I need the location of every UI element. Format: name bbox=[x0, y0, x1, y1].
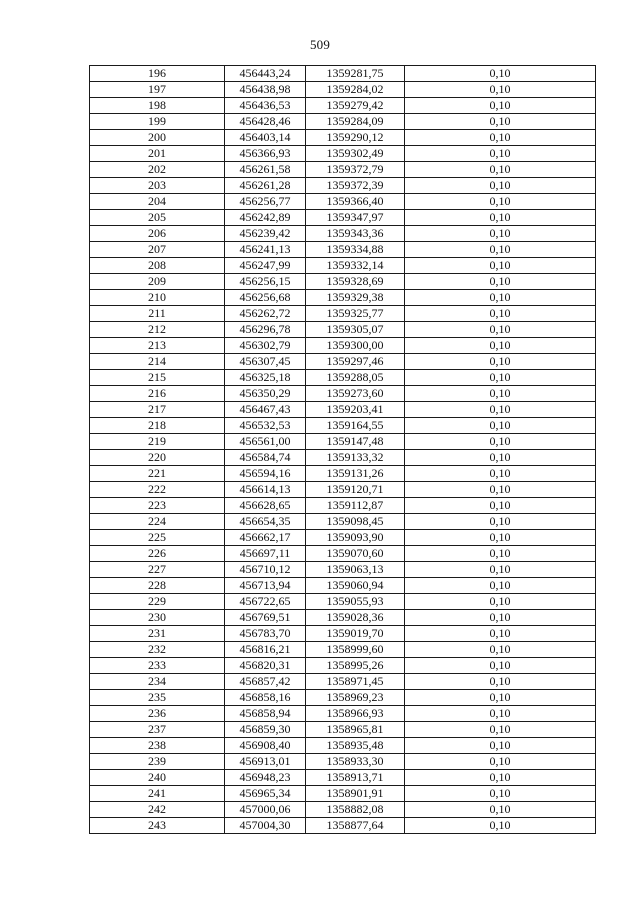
table-row bbox=[90, 466, 596, 482]
y-coordinate-cell: 1359372,79 bbox=[306, 162, 405, 178]
y-coordinate-cell: 1359343,36 bbox=[306, 226, 405, 242]
y-coordinate-cell: 1359372,39 bbox=[306, 178, 405, 194]
x-coordinate-cell: 456722,65 bbox=[225, 594, 306, 610]
table-row bbox=[90, 546, 596, 562]
table-row bbox=[90, 386, 596, 402]
x-coordinate-cell: 456262,72 bbox=[225, 306, 306, 322]
y-coordinate-cell: 1359028,36 bbox=[306, 610, 405, 626]
y-coordinate-cell: 1359297,46 bbox=[306, 354, 405, 370]
y-coordinate-cell: 1358999,60 bbox=[306, 642, 405, 658]
table-row bbox=[90, 146, 596, 162]
y-coordinate-cell: 1359366,40 bbox=[306, 194, 405, 210]
value-cell: 0,10 bbox=[405, 642, 596, 658]
point-number-cell: 215 bbox=[90, 370, 225, 386]
point-number-cell: 229 bbox=[90, 594, 225, 610]
x-coordinate-cell: 456438,98 bbox=[225, 82, 306, 98]
x-coordinate-cell: 456816,21 bbox=[225, 642, 306, 658]
point-number-cell: 242 bbox=[90, 802, 225, 818]
value-cell: 0,10 bbox=[405, 338, 596, 354]
y-coordinate-cell: 1358971,45 bbox=[306, 674, 405, 690]
y-coordinate-cell: 1359302,49 bbox=[306, 146, 405, 162]
y-coordinate-cell: 1358969,23 bbox=[306, 690, 405, 706]
y-coordinate-cell: 1359203,41 bbox=[306, 402, 405, 418]
table-row bbox=[90, 786, 596, 802]
value-cell: 0,10 bbox=[405, 434, 596, 450]
y-coordinate-cell: 1359133,32 bbox=[306, 450, 405, 466]
point-number-cell: 208 bbox=[90, 258, 225, 274]
table-row bbox=[90, 194, 596, 210]
table-row bbox=[90, 130, 596, 146]
point-number-cell: 223 bbox=[90, 498, 225, 514]
value-cell: 0,10 bbox=[405, 530, 596, 546]
point-number-cell: 236 bbox=[90, 706, 225, 722]
y-coordinate-cell: 1359305,07 bbox=[306, 322, 405, 338]
value-cell: 0,10 bbox=[405, 370, 596, 386]
y-coordinate-cell: 1359290,12 bbox=[306, 130, 405, 146]
x-coordinate-cell: 456858,94 bbox=[225, 706, 306, 722]
value-cell: 0,10 bbox=[405, 690, 596, 706]
x-coordinate-cell: 456697,11 bbox=[225, 546, 306, 562]
point-number-cell: 218 bbox=[90, 418, 225, 434]
value-cell: 0,10 bbox=[405, 210, 596, 226]
table-row bbox=[90, 210, 596, 226]
x-coordinate-cell: 456713,94 bbox=[225, 578, 306, 594]
x-coordinate-cell: 456614,13 bbox=[225, 482, 306, 498]
value-cell: 0,10 bbox=[405, 514, 596, 530]
point-number-cell: 243 bbox=[90, 818, 225, 834]
value-cell: 0,10 bbox=[405, 402, 596, 418]
x-coordinate-cell: 456820,31 bbox=[225, 658, 306, 674]
point-number-cell: 233 bbox=[90, 658, 225, 674]
y-coordinate-cell: 1359329,38 bbox=[306, 290, 405, 306]
y-coordinate-cell: 1359164,55 bbox=[306, 418, 405, 434]
x-coordinate-cell: 456436,53 bbox=[225, 98, 306, 114]
point-number-cell: 196 bbox=[90, 66, 225, 82]
point-number-cell: 201 bbox=[90, 146, 225, 162]
value-cell: 0,10 bbox=[405, 290, 596, 306]
point-number-cell: 219 bbox=[90, 434, 225, 450]
y-coordinate-cell: 1358965,81 bbox=[306, 722, 405, 738]
y-coordinate-cell: 1359273,60 bbox=[306, 386, 405, 402]
table-row bbox=[90, 338, 596, 354]
x-coordinate-cell: 456325,18 bbox=[225, 370, 306, 386]
y-coordinate-cell: 1359112,87 bbox=[306, 498, 405, 514]
table-row bbox=[90, 370, 596, 386]
table-row bbox=[90, 754, 596, 770]
y-coordinate-cell: 1358913,71 bbox=[306, 770, 405, 786]
y-coordinate-cell: 1358901,91 bbox=[306, 786, 405, 802]
x-coordinate-cell: 456256,77 bbox=[225, 194, 306, 210]
value-cell: 0,10 bbox=[405, 274, 596, 290]
table-row bbox=[90, 226, 596, 242]
point-number-cell: 211 bbox=[90, 306, 225, 322]
table-row bbox=[90, 514, 596, 530]
value-cell: 0,10 bbox=[405, 178, 596, 194]
y-coordinate-cell: 1358882,08 bbox=[306, 802, 405, 818]
x-coordinate-cell: 456584,74 bbox=[225, 450, 306, 466]
y-coordinate-cell: 1359063,13 bbox=[306, 562, 405, 578]
value-cell: 0,10 bbox=[405, 626, 596, 642]
x-coordinate-cell: 456654,35 bbox=[225, 514, 306, 530]
point-number-cell: 232 bbox=[90, 642, 225, 658]
table-row bbox=[90, 562, 596, 578]
y-coordinate-cell: 1359347,97 bbox=[306, 210, 405, 226]
table-row bbox=[90, 82, 596, 98]
y-coordinate-cell: 1359332,14 bbox=[306, 258, 405, 274]
point-number-cell: 237 bbox=[90, 722, 225, 738]
x-coordinate-cell: 456366,93 bbox=[225, 146, 306, 162]
table-row bbox=[90, 818, 596, 834]
value-cell: 0,10 bbox=[405, 754, 596, 770]
table-row bbox=[90, 690, 596, 706]
point-number-cell: 228 bbox=[90, 578, 225, 594]
x-coordinate-cell: 456858,16 bbox=[225, 690, 306, 706]
x-coordinate-cell: 456908,40 bbox=[225, 738, 306, 754]
point-number-cell: 213 bbox=[90, 338, 225, 354]
point-number-cell: 239 bbox=[90, 754, 225, 770]
y-coordinate-cell: 1359279,42 bbox=[306, 98, 405, 114]
value-cell: 0,10 bbox=[405, 322, 596, 338]
point-number-cell: 224 bbox=[90, 514, 225, 530]
x-coordinate-cell: 456296,78 bbox=[225, 322, 306, 338]
point-number-cell: 197 bbox=[90, 82, 225, 98]
table-row bbox=[90, 98, 596, 114]
x-coordinate-cell: 456242,89 bbox=[225, 210, 306, 226]
value-cell: 0,10 bbox=[405, 162, 596, 178]
x-coordinate-cell: 456256,15 bbox=[225, 274, 306, 290]
value-cell: 0,10 bbox=[405, 354, 596, 370]
table-row bbox=[90, 242, 596, 258]
value-cell: 0,10 bbox=[405, 594, 596, 610]
point-number-cell: 231 bbox=[90, 626, 225, 642]
x-coordinate-cell: 456256,68 bbox=[225, 290, 306, 306]
x-coordinate-cell: 456769,51 bbox=[225, 610, 306, 626]
y-coordinate-cell: 1359093,90 bbox=[306, 530, 405, 546]
coordinates-table bbox=[89, 65, 596, 834]
y-coordinate-cell: 1359281,75 bbox=[306, 66, 405, 82]
point-number-cell: 203 bbox=[90, 178, 225, 194]
x-coordinate-cell: 456302,79 bbox=[225, 338, 306, 354]
table-row bbox=[90, 322, 596, 338]
x-coordinate-cell: 456261,58 bbox=[225, 162, 306, 178]
point-number-cell: 198 bbox=[90, 98, 225, 114]
value-cell: 0,10 bbox=[405, 770, 596, 786]
value-cell: 0,10 bbox=[405, 386, 596, 402]
x-coordinate-cell: 456561,00 bbox=[225, 434, 306, 450]
point-number-cell: 225 bbox=[90, 530, 225, 546]
y-coordinate-cell: 1359120,71 bbox=[306, 482, 405, 498]
table-row bbox=[90, 482, 596, 498]
x-coordinate-cell: 456307,45 bbox=[225, 354, 306, 370]
value-cell: 0,10 bbox=[405, 418, 596, 434]
x-coordinate-cell: 456467,43 bbox=[225, 402, 306, 418]
table-row bbox=[90, 354, 596, 370]
point-number-cell: 204 bbox=[90, 194, 225, 210]
point-number-cell: 214 bbox=[90, 354, 225, 370]
table-row bbox=[90, 626, 596, 642]
x-coordinate-cell: 456247,99 bbox=[225, 258, 306, 274]
table-row bbox=[90, 66, 596, 82]
value-cell: 0,10 bbox=[405, 66, 596, 82]
point-number-cell: 222 bbox=[90, 482, 225, 498]
x-coordinate-cell: 456857,42 bbox=[225, 674, 306, 690]
table-row bbox=[90, 658, 596, 674]
y-coordinate-cell: 1358933,30 bbox=[306, 754, 405, 770]
table-row bbox=[90, 770, 596, 786]
table-row bbox=[90, 722, 596, 738]
table-row bbox=[90, 610, 596, 626]
table-row bbox=[90, 674, 596, 690]
value-cell: 0,10 bbox=[405, 706, 596, 722]
value-cell: 0,10 bbox=[405, 802, 596, 818]
value-cell: 0,10 bbox=[405, 82, 596, 98]
value-cell: 0,10 bbox=[405, 818, 596, 834]
y-coordinate-cell: 1358877,64 bbox=[306, 818, 405, 834]
point-number-cell: 240 bbox=[90, 770, 225, 786]
value-cell: 0,10 bbox=[405, 722, 596, 738]
table-row bbox=[90, 434, 596, 450]
value-cell: 0,10 bbox=[405, 258, 596, 274]
value-cell: 0,10 bbox=[405, 226, 596, 242]
point-number-cell: 227 bbox=[90, 562, 225, 578]
x-coordinate-cell: 456913,01 bbox=[225, 754, 306, 770]
table-row bbox=[90, 498, 596, 514]
value-cell: 0,10 bbox=[405, 306, 596, 322]
value-cell: 0,10 bbox=[405, 450, 596, 466]
value-cell: 0,10 bbox=[405, 546, 596, 562]
page-number: 509 bbox=[309, 37, 331, 52]
x-coordinate-cell: 456948,23 bbox=[225, 770, 306, 786]
x-coordinate-cell: 456532,53 bbox=[225, 418, 306, 434]
y-coordinate-cell: 1359019,70 bbox=[306, 626, 405, 642]
table-row bbox=[90, 594, 596, 610]
value-cell: 0,10 bbox=[405, 658, 596, 674]
x-coordinate-cell: 456965,34 bbox=[225, 786, 306, 802]
x-coordinate-cell: 457004,30 bbox=[225, 818, 306, 834]
point-number-cell: 210 bbox=[90, 290, 225, 306]
point-number-cell: 209 bbox=[90, 274, 225, 290]
table-row bbox=[90, 642, 596, 658]
y-coordinate-cell: 1359288,05 bbox=[306, 370, 405, 386]
value-cell: 0,10 bbox=[405, 466, 596, 482]
table-row bbox=[90, 178, 596, 194]
y-coordinate-cell: 1358995,26 bbox=[306, 658, 405, 674]
value-cell: 0,10 bbox=[405, 146, 596, 162]
x-coordinate-cell: 456350,29 bbox=[225, 386, 306, 402]
y-coordinate-cell: 1359328,69 bbox=[306, 274, 405, 290]
y-coordinate-cell: 1359131,26 bbox=[306, 466, 405, 482]
x-coordinate-cell: 456783,70 bbox=[225, 626, 306, 642]
y-coordinate-cell: 1359325,77 bbox=[306, 306, 405, 322]
point-number-cell: 230 bbox=[90, 610, 225, 626]
point-number-cell: 221 bbox=[90, 466, 225, 482]
point-number-cell: 212 bbox=[90, 322, 225, 338]
value-cell: 0,10 bbox=[405, 194, 596, 210]
table-row bbox=[90, 162, 596, 178]
value-cell: 0,10 bbox=[405, 498, 596, 514]
point-number-cell: 200 bbox=[90, 130, 225, 146]
y-coordinate-cell: 1359334,88 bbox=[306, 242, 405, 258]
value-cell: 0,10 bbox=[405, 130, 596, 146]
table-row bbox=[90, 802, 596, 818]
value-cell: 0,10 bbox=[405, 674, 596, 690]
table-row bbox=[90, 530, 596, 546]
y-coordinate-cell: 1358966,93 bbox=[306, 706, 405, 722]
point-number-cell: 217 bbox=[90, 402, 225, 418]
y-coordinate-cell: 1358935,48 bbox=[306, 738, 405, 754]
table-row bbox=[90, 578, 596, 594]
value-cell: 0,10 bbox=[405, 242, 596, 258]
point-number-cell: 238 bbox=[90, 738, 225, 754]
table-row bbox=[90, 306, 596, 322]
table-row bbox=[90, 738, 596, 754]
point-number-cell: 202 bbox=[90, 162, 225, 178]
y-coordinate-cell: 1359055,93 bbox=[306, 594, 405, 610]
point-number-cell: 206 bbox=[90, 226, 225, 242]
value-cell: 0,10 bbox=[405, 578, 596, 594]
x-coordinate-cell: 456428,46 bbox=[225, 114, 306, 130]
x-coordinate-cell: 456261,28 bbox=[225, 178, 306, 194]
y-coordinate-cell: 1359284,02 bbox=[306, 82, 405, 98]
x-coordinate-cell: 456662,17 bbox=[225, 530, 306, 546]
table-row bbox=[90, 274, 596, 290]
x-coordinate-cell: 456239,42 bbox=[225, 226, 306, 242]
table-row bbox=[90, 450, 596, 466]
x-coordinate-cell: 456628,65 bbox=[225, 498, 306, 514]
y-coordinate-cell: 1359147,48 bbox=[306, 434, 405, 450]
point-number-cell: 207 bbox=[90, 242, 225, 258]
table-row bbox=[90, 114, 596, 130]
y-coordinate-cell: 1359300,00 bbox=[306, 338, 405, 354]
table-row bbox=[90, 258, 596, 274]
value-cell: 0,10 bbox=[405, 738, 596, 754]
table-row bbox=[90, 418, 596, 434]
point-number-cell: 220 bbox=[90, 450, 225, 466]
value-cell: 0,10 bbox=[405, 114, 596, 130]
value-cell: 0,10 bbox=[405, 610, 596, 626]
point-number-cell: 199 bbox=[90, 114, 225, 130]
x-coordinate-cell: 456594,16 bbox=[225, 466, 306, 482]
y-coordinate-cell: 1359284,09 bbox=[306, 114, 405, 130]
coordinates-table-body bbox=[90, 66, 596, 834]
value-cell: 0,10 bbox=[405, 482, 596, 498]
y-coordinate-cell: 1359098,45 bbox=[306, 514, 405, 530]
value-cell: 0,10 bbox=[405, 562, 596, 578]
point-number-cell: 216 bbox=[90, 386, 225, 402]
table-row bbox=[90, 706, 596, 722]
x-coordinate-cell: 456710,12 bbox=[225, 562, 306, 578]
x-coordinate-cell: 457000,06 bbox=[225, 802, 306, 818]
x-coordinate-cell: 456403,14 bbox=[225, 130, 306, 146]
value-cell: 0,10 bbox=[405, 98, 596, 114]
x-coordinate-cell: 456241,13 bbox=[225, 242, 306, 258]
point-number-cell: 205 bbox=[90, 210, 225, 226]
point-number-cell: 241 bbox=[90, 786, 225, 802]
x-coordinate-cell: 456859,30 bbox=[225, 722, 306, 738]
y-coordinate-cell: 1359070,60 bbox=[306, 546, 405, 562]
y-coordinate-cell: 1359060,94 bbox=[306, 578, 405, 594]
table-row bbox=[90, 402, 596, 418]
table-row bbox=[90, 290, 596, 306]
x-coordinate-cell: 456443,24 bbox=[225, 66, 306, 82]
point-number-cell: 235 bbox=[90, 690, 225, 706]
value-cell: 0,10 bbox=[405, 786, 596, 802]
point-number-cell: 234 bbox=[90, 674, 225, 690]
point-number-cell: 226 bbox=[90, 546, 225, 562]
